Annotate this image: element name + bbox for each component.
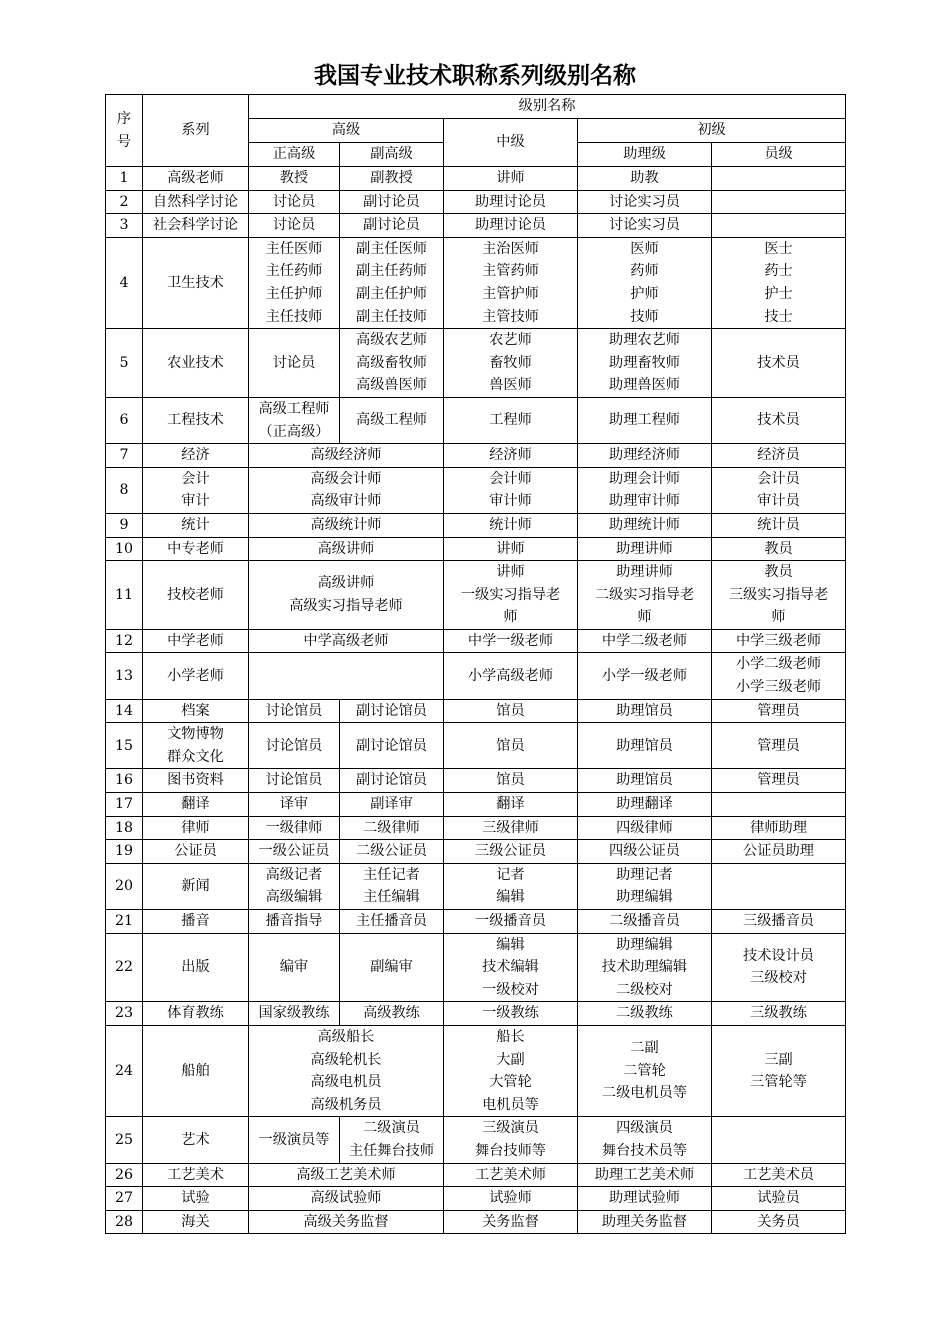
assistant-cell: 助理经济师 <box>578 444 712 468</box>
deputy-senior-cell: 二级公证员 <box>340 840 444 864</box>
deputy-senior-cell: 副讨论员 <box>340 190 444 214</box>
staff-cell <box>712 1117 846 1163</box>
row-number: 22 <box>106 933 143 1002</box>
table-body <box>106 167 846 1234</box>
staff-cell: 技术员 <box>712 397 846 443</box>
assistant-cell: 二副 二管轮 二级电机员等 <box>578 1025 712 1116</box>
table-row <box>106 444 846 468</box>
staff-cell: 技术员 <box>712 329 846 398</box>
series-cell: 图书资料 <box>143 769 249 793</box>
deputy-senior-cell: 二级律师 <box>340 816 444 840</box>
staff-cell <box>712 863 846 909</box>
full-senior-cell: 一级公证员 <box>249 840 340 864</box>
row-number: 23 <box>106 1002 143 1026</box>
series-cell: 经济 <box>143 444 249 468</box>
senior-cell: 高级统计师 <box>249 513 444 537</box>
staff-cell <box>712 793 846 817</box>
row-number: 21 <box>106 910 143 934</box>
table-row <box>106 397 846 443</box>
intermediate-cell: 翻译 <box>444 793 578 817</box>
intermediate-cell: 主治医师 主管药师 主管护师 主管技师 <box>444 237 578 328</box>
assistant-cell: 助理讲师 <box>578 537 712 561</box>
staff-cell: 技术设计员 三级校对 <box>712 933 846 1002</box>
deputy-senior-cell: 主任播音员 <box>340 910 444 934</box>
intermediate-cell: 讲师 <box>444 537 578 561</box>
assistant-cell: 助理编辑 技术助理编辑 二级校对 <box>578 933 712 1002</box>
header-intermediate: 中级 <box>444 119 578 167</box>
staff-cell: 教员 三级实习指导老 师 <box>712 561 846 630</box>
series-cell: 海关 <box>143 1210 249 1234</box>
intermediate-cell: 三级律师 <box>444 816 578 840</box>
table-row <box>106 513 846 537</box>
intermediate-cell: 记者 编辑 <box>444 863 578 909</box>
row-number: 8 <box>106 467 143 513</box>
intermediate-cell: 中学一级老师 <box>444 629 578 653</box>
staff-cell: 公证员助理 <box>712 840 846 864</box>
table-row <box>106 910 846 934</box>
full-senior-cell: 主任医师 主任药师 主任护师 主任技师 <box>249 237 340 328</box>
intermediate-cell: 三级公证员 <box>444 840 578 864</box>
assistant-cell: 四级演员 舞台技术员等 <box>578 1117 712 1163</box>
intermediate-cell: 工艺美术师 <box>444 1163 578 1187</box>
full-senior-cell: 编审 <box>249 933 340 1002</box>
senior-cell: 高级船长 高级轮机长 高级电机员 高级机务员 <box>249 1025 444 1116</box>
intermediate-cell: 三级演员 舞台技师等 <box>444 1117 578 1163</box>
full-senior-cell: 讨论馆员 <box>249 699 340 723</box>
deputy-senior-cell: 高级工程师 <box>340 397 444 443</box>
full-senior-cell: 国家级教练 <box>249 1002 340 1026</box>
table-row <box>106 816 846 840</box>
assistant-cell: 二级教练 <box>578 1002 712 1026</box>
deputy-senior-cell: 副讨论馆员 <box>340 723 444 769</box>
intermediate-cell: 助理讨论员 <box>444 214 578 238</box>
intermediate-cell: 试验师 <box>444 1187 578 1211</box>
full-senior-cell: 高级记者 高级编辑 <box>249 863 340 909</box>
series-cell: 公证员 <box>143 840 249 864</box>
deputy-senior-cell: 高级教练 <box>340 1002 444 1026</box>
staff-cell: 三级播音员 <box>712 910 846 934</box>
assistant-cell: 助理翻译 <box>578 793 712 817</box>
table-row <box>106 214 846 238</box>
assistant-cell: 助理讲师 二级实习指导老 师 <box>578 561 712 630</box>
table-row <box>106 863 846 909</box>
header-seq: 序 号 <box>106 95 143 167</box>
senior-cell: 高级讲师 高级实习指导老师 <box>249 561 444 630</box>
staff-cell: 中学三级老师 <box>712 629 846 653</box>
row-number: 12 <box>106 629 143 653</box>
senior-cell: 高级讲师 <box>249 537 444 561</box>
series-cell: 出版 <box>143 933 249 1002</box>
series-cell: 播音 <box>143 910 249 934</box>
intermediate-cell: 馆员 <box>444 769 578 793</box>
series-cell: 律师 <box>143 816 249 840</box>
full-senior-cell: 教授 <box>249 167 340 191</box>
table-row <box>106 237 846 328</box>
table-row <box>106 653 846 699</box>
row-number: 5 <box>106 329 143 398</box>
page-title: 我国专业技术职称系列级别名称 <box>314 63 636 89</box>
full-senior-cell: 讨论员 <box>249 214 340 238</box>
title-levels-table <box>105 94 846 1234</box>
row-number: 6 <box>106 397 143 443</box>
staff-cell: 经济员 <box>712 444 846 468</box>
table-row <box>106 329 846 398</box>
assistant-cell: 医师 药师 护师 技师 <box>578 237 712 328</box>
staff-cell: 三级教练 <box>712 1002 846 1026</box>
series-cell: 新闻 <box>143 863 249 909</box>
row-number: 25 <box>106 1117 143 1163</box>
table-row <box>106 1187 846 1211</box>
table-row <box>106 1210 846 1234</box>
staff-cell: 管理员 <box>712 699 846 723</box>
staff-cell <box>712 214 846 238</box>
senior-cell: 高级工艺美术师 <box>249 1163 444 1187</box>
row-number: 2 <box>106 190 143 214</box>
intermediate-cell: 船长 大副 大管轮 电机员等 <box>444 1025 578 1116</box>
senior-cell <box>249 653 444 699</box>
staff-cell: 医士 药士 护士 技士 <box>712 237 846 328</box>
staff-cell: 管理员 <box>712 769 846 793</box>
row-number: 14 <box>106 699 143 723</box>
series-cell: 船舶 <box>143 1025 249 1116</box>
staff-cell: 会计员 审计员 <box>712 467 846 513</box>
intermediate-cell: 助理讨论员 <box>444 190 578 214</box>
full-senior-cell: 讨论员 <box>249 190 340 214</box>
row-number: 3 <box>106 214 143 238</box>
deputy-senior-cell: 副译审 <box>340 793 444 817</box>
assistant-cell: 助理工艺美术师 <box>578 1163 712 1187</box>
row-number: 27 <box>106 1187 143 1211</box>
series-cell: 体育教练 <box>143 1002 249 1026</box>
intermediate-cell: 小学高级老师 <box>444 653 578 699</box>
staff-cell <box>712 167 846 191</box>
row-number: 7 <box>106 444 143 468</box>
row-number: 9 <box>106 513 143 537</box>
intermediate-cell: 一级教练 <box>444 1002 578 1026</box>
table-row <box>106 167 846 191</box>
assistant-cell: 助理记者 助理编辑 <box>578 863 712 909</box>
series-cell: 中学老师 <box>143 629 249 653</box>
full-senior-cell: 一级律师 <box>249 816 340 840</box>
deputy-senior-cell: 副主任医师 副主任药师 副主任护师 副主任技师 <box>340 237 444 328</box>
series-cell: 卫生技术 <box>143 237 249 328</box>
staff-cell: 统计员 <box>712 513 846 537</box>
senior-cell: 高级会计师 高级审计师 <box>249 467 444 513</box>
table-row <box>106 467 846 513</box>
table-row <box>106 933 846 1002</box>
staff-cell: 小学二级老师 小学三级老师 <box>712 653 846 699</box>
header-staff: 员级 <box>712 143 846 167</box>
row-number: 24 <box>106 1025 143 1116</box>
header-full-senior: 正高级 <box>249 143 340 167</box>
table-row <box>106 629 846 653</box>
senior-cell: 中学高级老师 <box>249 629 444 653</box>
intermediate-cell: 统计师 <box>444 513 578 537</box>
header-deputy-senior: 副高级 <box>340 143 444 167</box>
full-senior-cell: 播音指导 <box>249 910 340 934</box>
row-number: 19 <box>106 840 143 864</box>
series-cell: 档案 <box>143 699 249 723</box>
row-number: 1 <box>106 167 143 191</box>
assistant-cell: 助理关务监督 <box>578 1210 712 1234</box>
table-row <box>106 793 846 817</box>
series-cell: 翻译 <box>143 793 249 817</box>
assistant-cell: 助理会计师 助理审计师 <box>578 467 712 513</box>
intermediate-cell: 讲师 <box>444 167 578 191</box>
deputy-senior-cell: 副讨论馆员 <box>340 769 444 793</box>
assistant-cell: 助理馆员 <box>578 723 712 769</box>
row-number: 4 <box>106 237 143 328</box>
table-row <box>106 840 846 864</box>
assistant-cell: 二级播音员 <box>578 910 712 934</box>
assistant-cell: 四级律师 <box>578 816 712 840</box>
deputy-senior-cell: 副编审 <box>340 933 444 1002</box>
staff-cell: 关务员 <box>712 1210 846 1234</box>
intermediate-cell: 工程师 <box>444 397 578 443</box>
assistant-cell: 助理工程师 <box>578 397 712 443</box>
intermediate-cell: 农艺师 畜牧师 兽医师 <box>444 329 578 398</box>
table-row <box>106 769 846 793</box>
table-header <box>106 95 846 167</box>
row-number: 16 <box>106 769 143 793</box>
deputy-senior-cell: 副讨论馆员 <box>340 699 444 723</box>
row-number: 26 <box>106 1163 143 1187</box>
table-row <box>106 1117 846 1163</box>
staff-cell: 三副 三管轮等 <box>712 1025 846 1116</box>
header-senior: 高级 <box>249 119 444 143</box>
intermediate-cell: 讲师 一级实习指导老 师 <box>444 561 578 630</box>
assistant-cell: 讨论实习员 <box>578 190 712 214</box>
full-senior-cell: 讨论馆员 <box>249 769 340 793</box>
intermediate-cell: 馆员 <box>444 699 578 723</box>
staff-cell: 教员 <box>712 537 846 561</box>
series-cell: 工程技术 <box>143 397 249 443</box>
staff-cell: 管理员 <box>712 723 846 769</box>
assistant-cell: 助理试验师 <box>578 1187 712 1211</box>
header-junior: 初级 <box>578 119 846 143</box>
full-senior-cell: 讨论馆员 <box>249 723 340 769</box>
row-number: 20 <box>106 863 143 909</box>
series-cell: 工艺美术 <box>143 1163 249 1187</box>
full-senior-cell: 一级演员等 <box>249 1117 340 1163</box>
table-row <box>106 699 846 723</box>
assistant-cell: 助教 <box>578 167 712 191</box>
assistant-cell: 助理统计师 <box>578 513 712 537</box>
series-cell: 小学老师 <box>143 653 249 699</box>
intermediate-cell: 关务监督 <box>444 1210 578 1234</box>
table-row <box>106 1025 846 1116</box>
staff-cell: 试验员 <box>712 1187 846 1211</box>
assistant-cell: 助理馆员 <box>578 699 712 723</box>
header-level-names: 级别名称 <box>249 95 846 119</box>
assistant-cell: 四级公证员 <box>578 840 712 864</box>
intermediate-cell: 会计师 审计师 <box>444 467 578 513</box>
deputy-senior-cell: 主任记者 主任编辑 <box>340 863 444 909</box>
deputy-senior-cell: 二级演员 主任舞台技师 <box>340 1117 444 1163</box>
full-senior-cell: 高级工程师 （正高级） <box>249 397 340 443</box>
staff-cell <box>712 190 846 214</box>
deputy-senior-cell: 副讨论员 <box>340 214 444 238</box>
senior-cell: 高级经济师 <box>249 444 444 468</box>
row-number: 28 <box>106 1210 143 1234</box>
assistant-cell: 助理农艺师 助理畜牧师 助理兽医师 <box>578 329 712 398</box>
assistant-cell: 讨论实习员 <box>578 214 712 238</box>
assistant-cell: 小学一级老师 <box>578 653 712 699</box>
table-row <box>106 561 846 630</box>
full-senior-cell: 译审 <box>249 793 340 817</box>
series-cell: 文物博物 群众文化 <box>143 723 249 769</box>
document-page <box>105 58 845 1234</box>
staff-cell: 工艺美术员 <box>712 1163 846 1187</box>
series-cell: 试验 <box>143 1187 249 1211</box>
row-number: 10 <box>106 537 143 561</box>
intermediate-cell: 编辑 技术编辑 一级校对 <box>444 933 578 1002</box>
intermediate-cell: 经济师 <box>444 444 578 468</box>
row-number: 18 <box>106 816 143 840</box>
deputy-senior-cell: 高级农艺师 高级畜牧师 高级兽医师 <box>340 329 444 398</box>
series-cell: 社会科学讨论 <box>143 214 249 238</box>
series-cell: 农业技术 <box>143 329 249 398</box>
assistant-cell: 助理馆员 <box>578 769 712 793</box>
series-cell: 统计 <box>143 513 249 537</box>
header-assistant: 助理级 <box>578 143 712 167</box>
row-number: 13 <box>106 653 143 699</box>
table-row <box>106 1163 846 1187</box>
series-cell: 技校老师 <box>143 561 249 630</box>
series-cell: 自然科学讨论 <box>143 190 249 214</box>
row-number: 11 <box>106 561 143 630</box>
header-series: 系列 <box>143 95 249 167</box>
series-cell: 会计 审计 <box>143 467 249 513</box>
deputy-senior-cell: 副教授 <box>340 167 444 191</box>
staff-cell: 律师助理 <box>712 816 846 840</box>
series-cell: 中专老师 <box>143 537 249 561</box>
table-row <box>106 190 846 214</box>
series-cell: 高级老师 <box>143 167 249 191</box>
series-cell: 艺术 <box>143 1117 249 1163</box>
table-row <box>106 537 846 561</box>
table-row <box>106 1002 846 1026</box>
assistant-cell: 中学二级老师 <box>578 629 712 653</box>
senior-cell: 高级关务监督 <box>249 1210 444 1234</box>
table-row <box>106 723 846 769</box>
intermediate-cell: 一级播音员 <box>444 910 578 934</box>
intermediate-cell: 馆员 <box>444 723 578 769</box>
row-number: 15 <box>106 723 143 769</box>
row-number: 17 <box>106 793 143 817</box>
senior-cell: 高级试验师 <box>249 1187 444 1211</box>
full-senior-cell: 讨论员 <box>249 329 340 398</box>
